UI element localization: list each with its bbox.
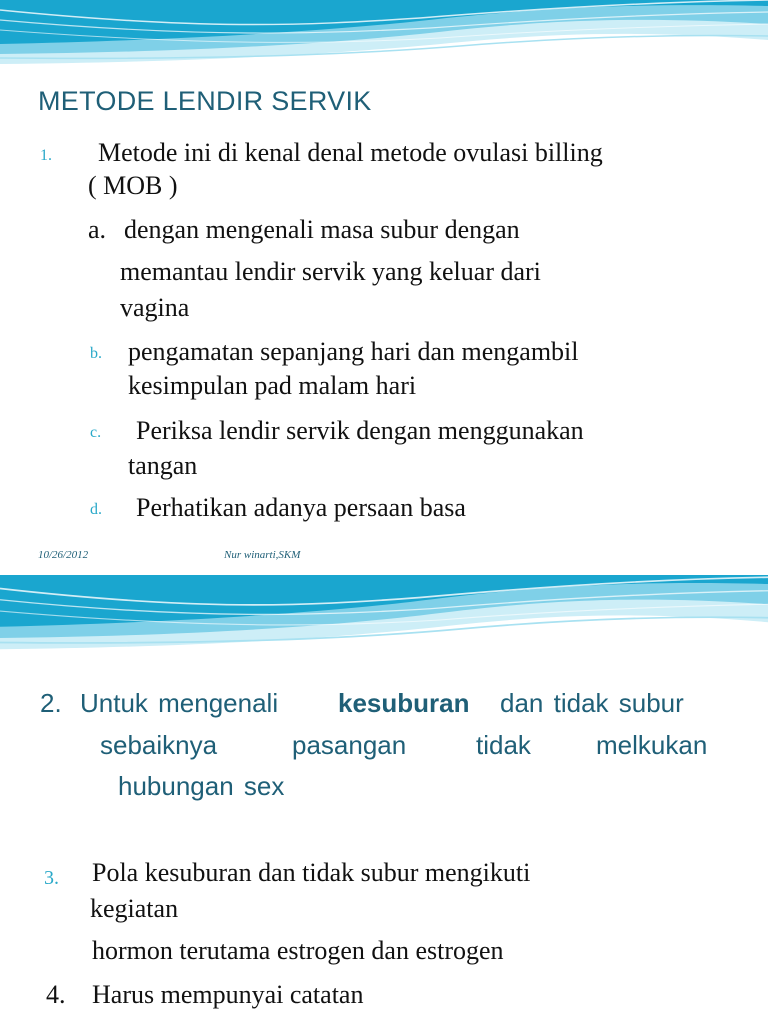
sub-a-line-2: memantau lendir servik yang keluar dari: [120, 257, 541, 286]
footer-author: Nur winarti,SKM: [224, 549, 301, 561]
sub-a-line-3: vagina: [120, 293, 190, 322]
sub-b-letter: b.: [90, 345, 102, 362]
item-1-number: 1.: [40, 147, 52, 164]
slide-2: [0, 575, 768, 1024]
slide-title: METODE LENDIR SERVIK: [38, 86, 372, 116]
sub-d-letter: d.: [90, 501, 102, 518]
sub-c-letter: c.: [90, 424, 102, 441]
item-2-line-2-word-3: tidak: [476, 730, 531, 760]
sub-a-letter: a.: [88, 215, 107, 244]
item-2-line-1-start: Untuk mengenali: [80, 688, 279, 718]
item-4-number: 4.: [46, 980, 66, 1009]
item-2-keyword-bold: kesuburan: [338, 688, 470, 718]
item-2-line-1-end: dan tidak subur: [500, 688, 684, 718]
sub-b-line-1: pengamatan sepanjang hari dan mengambil: [128, 337, 579, 366]
item-4-line-1: Harus mempunyai catatan: [92, 980, 364, 1009]
item-3-line-2: kegiatan: [90, 894, 179, 923]
item-1-line-1: Metode ini di kenal denal metode ovulasi billing: [98, 138, 603, 167]
item-3-number: 3.: [44, 867, 59, 889]
item-2-line-2-word-2: pasangan: [292, 730, 407, 760]
header-wave-decoration: [0, 575, 768, 665]
item-2-line-2-word-1: sebaiknya: [100, 730, 218, 760]
item-3-line-1: Pola kesuburan dan tidak subur mengikuti: [92, 858, 531, 887]
item-1-line-2: ( MOB ): [88, 171, 178, 200]
sub-d-line-1: Perhatikan adanya persaan basa: [136, 493, 466, 522]
sub-c-line-1: Periksa lendir servik dengan menggunakan: [136, 416, 584, 445]
item-2-line-3: hubungan sex: [118, 771, 285, 801]
sub-c-line-2: tangan: [128, 451, 198, 480]
item-2-line-2-word-4: melkukan: [596, 730, 708, 760]
header-wave-decoration: [0, 0, 768, 80]
footer-date: 10/26/2012: [38, 549, 89, 561]
item-2-number: 2.: [40, 688, 62, 718]
item-3-line-3: hormon terutama estrogen dan estrogen: [92, 936, 504, 965]
sub-b-line-2: kesimpulan pad malam hari: [128, 371, 417, 400]
sub-a-line-1: dengan mengenali masa subur dengan: [124, 215, 520, 244]
